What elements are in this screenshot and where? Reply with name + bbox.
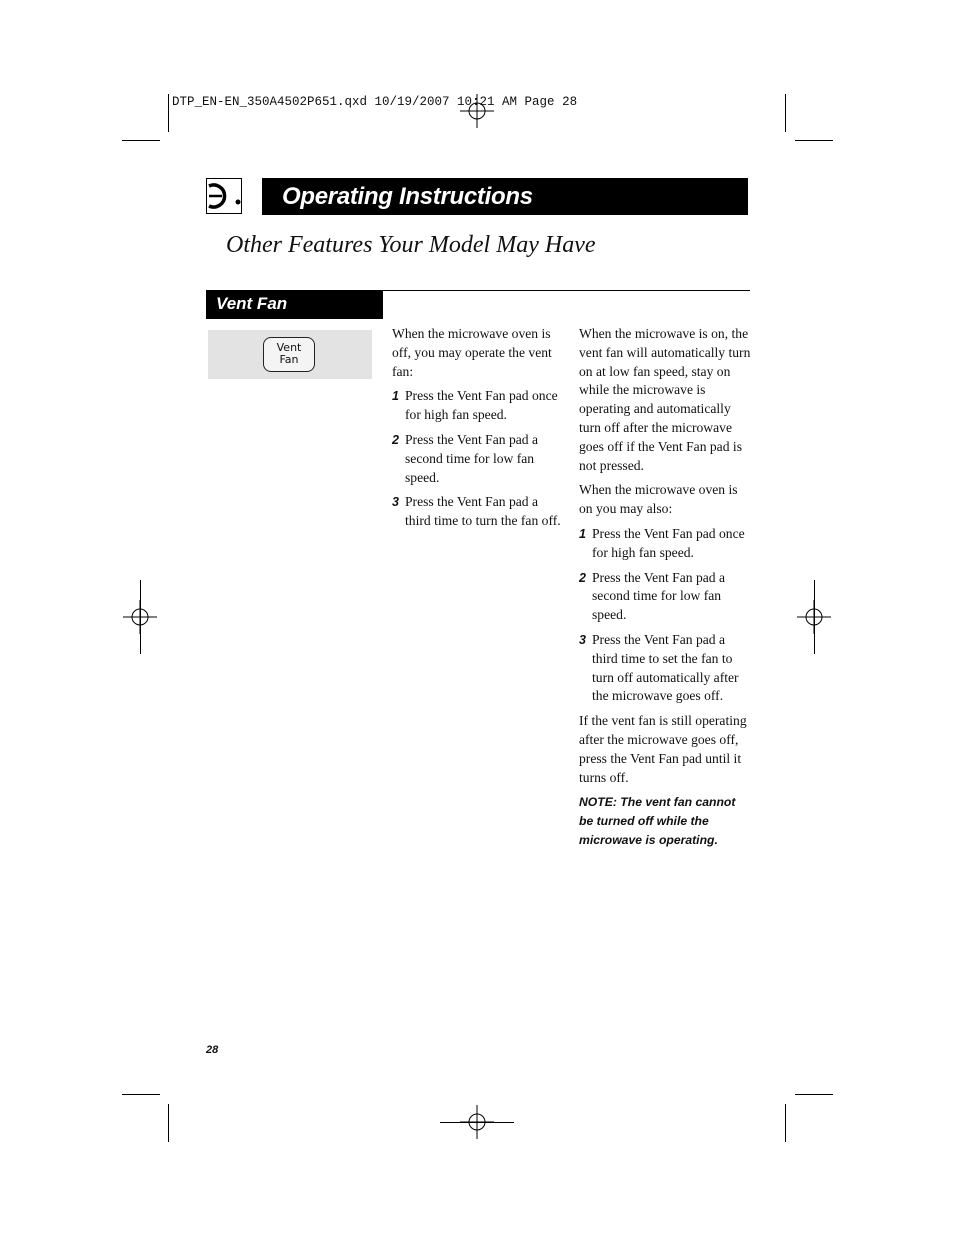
registration-mark-top [460,94,494,128]
crop-mark [814,580,815,654]
intro-text-2: When the microwave oven is on you may also: [579,482,738,517]
step-item [579,569,751,625]
crop-mark [440,1122,514,1123]
pad-label-line2: Fan [279,353,299,366]
crop-mark [122,1094,160,1095]
step-text: Press the Vent Fan pad a second time for low fan speed. [592,569,726,623]
step-item [392,431,564,487]
page-header: Operating Instructions [262,178,748,215]
step-text: Press the Vent Fan pad a second time for low fan speed. [405,431,539,485]
crop-mark [140,580,141,654]
step-number: 2 [392,432,399,447]
column-oven-off [392,325,564,537]
step-number: 3 [392,495,399,510]
step-text: Press the Vent Fan pad once for high fan speed. [592,525,745,560]
microwave-dial-icon [206,178,242,214]
pad-label-line1: Vent [276,341,302,354]
step-number: 2 [579,570,586,585]
crop-mark [795,140,833,141]
step-number: 1 [392,389,399,404]
column-oven-on [579,325,751,850]
step-item [392,387,564,425]
step-text: Press the Vent Fan pad once for high fan speed. [405,388,558,423]
crop-mark [785,94,786,132]
step-number: 3 [579,632,586,647]
step-text: Press the Vent Fan pad a third time to set the fan to turn off automatically after the microwave goes off. [592,631,739,704]
intro-text: When the microwave is on, the vent fan will automatically turn on at low fan speed, stay on while the microwave is operating and automatically turn off after the microwave goes off if the Vent Fan pad is not pressed. [579,326,751,473]
step-text: Press the Vent Fan pad a third time to turn the fan off. [405,494,561,529]
note-text: NOTE: The vent fan cannot be turned off while the microwave is operating. [579,795,736,848]
followup-text: If the vent fan is still operating after the microwave goes off, press the Vent Fan pad until it turns off. [579,713,747,785]
crop-mark [795,1094,833,1095]
subsection-title: Vent Fan [206,291,383,319]
crop-mark [122,140,160,141]
crop-mark [785,1104,786,1142]
printer-slug: DTP_EN-EN_350A4502P651.qxd 10/19/2007 10:21 AM Page 28 [172,95,578,109]
vent-fan-pad-illustration [208,330,372,379]
intro-text: When the microwave oven is off, you may operate the vent fan: [392,326,552,379]
crop-mark [168,94,169,132]
step-number: 1 [579,526,586,541]
crop-mark [168,1104,169,1142]
section-title: Other Features Your Model May Have [226,232,596,258]
vent-fan-pad [263,337,315,372]
page-number: 28 [206,1044,219,1056]
step-item [392,493,564,531]
step-item [579,525,751,563]
step-item [579,631,751,706]
